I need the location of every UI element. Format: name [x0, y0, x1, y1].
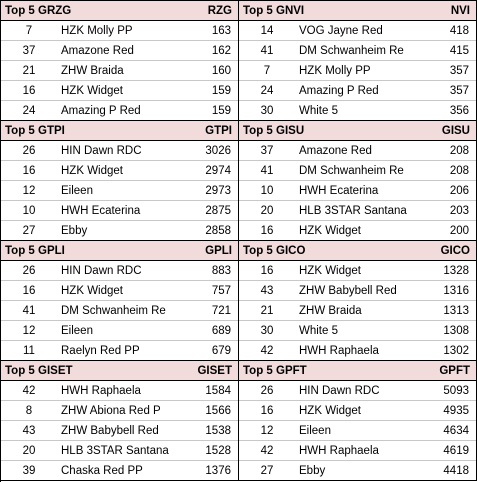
value-cell: 2858 [205, 224, 231, 237]
table-row [239, 281, 476, 301]
table-row [239, 261, 476, 281]
name-cell: ZHW Abiona Red P [61, 404, 161, 417]
name-cell: ZHW Braida [61, 64, 124, 77]
name-cell: White 5 [299, 104, 338, 117]
rank-cell: 10 [22, 204, 36, 217]
value-cell: 418 [449, 24, 469, 37]
rank-cell: 30 [260, 104, 274, 117]
table-row [1, 181, 238, 201]
table-row [239, 441, 476, 461]
value-cell: 160 [211, 64, 231, 77]
section-title: Top 5 GPLI [5, 244, 65, 257]
rank-cell: 42 [22, 384, 36, 397]
value-cell: 357 [449, 64, 469, 77]
rank-cell: 21 [22, 64, 36, 77]
value-cell: 2974 [205, 164, 231, 177]
value-cell: 3026 [205, 144, 231, 157]
name-cell: HZK Widget [299, 224, 361, 237]
value-cell: 2973 [205, 184, 231, 197]
table-row [1, 421, 238, 441]
value-cell: 1328 [443, 264, 469, 277]
rank-cell: 14 [260, 24, 274, 37]
value-cell: 2875 [205, 204, 231, 217]
rank-cell: 30 [260, 324, 274, 337]
section-header [239, 121, 476, 141]
name-cell: HLB 3STAR Santana [61, 444, 169, 457]
table-row [1, 61, 238, 81]
rank-cell: 42 [260, 344, 274, 357]
name-cell: HZK Widget [61, 284, 123, 297]
table-row [1, 101, 238, 120]
value-cell: 4418 [443, 464, 469, 477]
rank-cell: 27 [260, 464, 274, 477]
table-row [1, 281, 238, 301]
rank-cell: 24 [22, 104, 36, 117]
value-cell: 1528 [205, 444, 231, 457]
table-row [1, 301, 238, 321]
value-cell: 159 [211, 84, 231, 97]
name-cell: HZK Widget [61, 164, 123, 177]
rank-cell: 21 [260, 304, 274, 317]
section-gpft [239, 361, 477, 481]
table-row [1, 81, 238, 101]
table-row [1, 321, 238, 341]
name-cell: DM Schwanheim Re [299, 164, 404, 177]
value-cell: 4619 [443, 444, 469, 457]
rank-cell: 43 [260, 284, 274, 297]
table-row [239, 321, 476, 341]
name-cell: HZK Widget [299, 404, 361, 417]
rank-cell: 37 [260, 144, 274, 157]
name-cell: Amazone Red [61, 44, 134, 57]
name-cell: Amazone Red [299, 144, 372, 157]
section-title: Top 5 GRZG [5, 4, 72, 17]
rank-cell: 26 [22, 264, 36, 277]
rank-cell: 16 [260, 404, 274, 417]
table-row [239, 201, 476, 221]
value-cell: 1566 [205, 404, 231, 417]
name-cell: Eileen [61, 324, 93, 337]
section-code: GISET [197, 364, 232, 377]
value-cell: 5093 [443, 384, 469, 397]
rank-cell: 24 [260, 84, 274, 97]
section-title: Top 5 GTPI [5, 124, 65, 137]
value-cell: 415 [449, 44, 469, 57]
name-cell: ZHW Babybell Red [61, 424, 159, 437]
section-header [239, 1, 476, 21]
value-cell: 1584 [205, 384, 231, 397]
rank-cell: 16 [22, 164, 36, 177]
section-header [239, 361, 476, 381]
name-cell: HIN Dawn RDC [61, 144, 142, 157]
table-row [1, 341, 238, 360]
value-cell: 1313 [443, 304, 469, 317]
name-cell: HWH Raphaela [61, 384, 141, 397]
name-cell: HWH Ecaterina [61, 204, 141, 217]
name-cell: Chaska Red PP [61, 464, 143, 477]
value-cell: 1538 [205, 424, 231, 437]
name-cell: HWH Raphaela [299, 444, 379, 457]
value-cell: 679 [211, 344, 231, 357]
value-cell: 162 [211, 44, 231, 57]
section-gpli [1, 241, 239, 361]
table-row [1, 221, 238, 240]
rank-cell: 43 [22, 424, 36, 437]
rank-cell: 26 [260, 384, 274, 397]
table-row [239, 181, 476, 201]
rank-cell: 16 [22, 284, 36, 297]
table-row [239, 161, 476, 181]
section-code: GPLI [205, 244, 232, 257]
table-row [1, 41, 238, 61]
name-cell: Ebby [299, 464, 326, 477]
value-cell: 159 [211, 104, 231, 117]
table-row [1, 381, 238, 401]
name-cell: HZK Molly PP [299, 64, 371, 77]
value-cell: 883 [211, 264, 231, 277]
section-title: Top 5 GPFT [243, 364, 307, 377]
value-cell: 721 [211, 304, 231, 317]
rank-cell: 39 [22, 464, 36, 477]
name-cell: Raelyn Red PP [61, 344, 140, 357]
rank-cell: 27 [22, 224, 36, 237]
name-cell: HZK Molly PP [61, 24, 133, 37]
rank-cell: 16 [22, 84, 36, 97]
name-cell: HZK Widget [299, 264, 361, 277]
rank-cell: 8 [25, 404, 33, 417]
table-row [239, 221, 476, 240]
name-cell: ZHW Babybell Red [299, 284, 397, 297]
value-cell: 1302 [443, 344, 469, 357]
section-header [1, 121, 238, 141]
rank-cell: 41 [260, 44, 274, 57]
name-cell: ZHW Braida [299, 304, 362, 317]
value-cell: 208 [449, 164, 469, 177]
section-title: Top 5 GNVI [243, 4, 305, 17]
value-cell: 206 [449, 184, 469, 197]
value-cell: 200 [449, 224, 469, 237]
rank-cell: 26 [22, 144, 36, 157]
rank-cell: 41 [22, 304, 36, 317]
section-header [1, 1, 238, 21]
table-row [1, 441, 238, 461]
name-cell: White 5 [299, 324, 338, 337]
table-row [1, 261, 238, 281]
value-cell: 163 [211, 24, 231, 37]
table-row [239, 141, 476, 161]
rank-cell: 20 [22, 444, 36, 457]
value-cell: 689 [211, 324, 231, 337]
section-code: GICO [440, 244, 470, 257]
rank-cell: 42 [260, 444, 274, 457]
table-row [239, 301, 476, 321]
section-gtpi [1, 121, 239, 241]
rank-cell: 12 [22, 184, 36, 197]
section-gisu [239, 121, 477, 241]
table-row [239, 101, 476, 120]
table-row [239, 421, 476, 441]
rank-cell: 12 [260, 424, 274, 437]
name-cell: Eileen [61, 184, 93, 197]
name-cell: HWH Raphaela [299, 344, 379, 357]
value-cell: 208 [449, 144, 469, 157]
table-row [239, 381, 476, 401]
name-cell: Eileen [299, 424, 331, 437]
name-cell: Ebby [61, 224, 88, 237]
table-row [239, 461, 476, 480]
section-header [1, 361, 238, 381]
name-cell: HIN Dawn RDC [299, 384, 380, 397]
section-header [1, 241, 238, 261]
section-code: NVI [450, 4, 470, 17]
table-row [1, 161, 238, 181]
section-title: Top 5 GISET [5, 364, 73, 377]
value-cell: 1376 [205, 464, 231, 477]
rank-cell: 10 [260, 184, 274, 197]
section-code: GTPI [205, 124, 232, 137]
table-row [1, 401, 238, 421]
name-cell: DM Schwanheim Re [299, 44, 404, 57]
name-cell: Amazing P Red [299, 84, 379, 97]
rank-cell: 12 [22, 324, 36, 337]
rank-cell: 37 [22, 44, 36, 57]
value-cell: 356 [449, 104, 469, 117]
name-cell: HZK Widget [61, 84, 123, 97]
table-row [239, 21, 476, 41]
table-row [1, 461, 238, 480]
rank-cell: 7 [25, 24, 33, 37]
rank-cell: 16 [260, 224, 274, 237]
rank-cell: 16 [260, 264, 274, 277]
table-row [1, 141, 238, 161]
rank-cell: 41 [260, 164, 274, 177]
section-gico [239, 241, 477, 361]
section-title: Top 5 GISU [243, 124, 305, 137]
name-cell: DM Schwanheim Re [61, 304, 166, 317]
name-cell: HIN Dawn RDC [61, 264, 142, 277]
section-gnvi [239, 1, 477, 121]
table-row [1, 21, 238, 41]
value-cell: 4634 [443, 424, 469, 437]
table-row [239, 81, 476, 101]
name-cell: Amazing P Red [61, 104, 141, 117]
table-row [239, 401, 476, 421]
rank-cell: 7 [263, 64, 271, 77]
rank-cell: 20 [260, 204, 274, 217]
rank-cell: 11 [23, 344, 35, 357]
table-row [239, 41, 476, 61]
section-title: Top 5 GICO [243, 244, 306, 257]
section-code: GPFT [439, 364, 470, 377]
section-grzg [1, 1, 239, 121]
value-cell: 203 [449, 204, 469, 217]
section-code: RZG [207, 4, 232, 17]
table-row [239, 341, 476, 360]
section-header [239, 241, 476, 261]
section-giset [1, 361, 239, 481]
table-row [1, 201, 238, 221]
value-cell: 757 [211, 284, 231, 297]
section-code: GISU [441, 124, 470, 137]
value-cell: 357 [449, 84, 469, 97]
table-row [239, 61, 476, 81]
name-cell: VOG Jayne Red [299, 24, 383, 37]
value-cell: 1308 [443, 324, 469, 337]
name-cell: HLB 3STAR Santana [299, 204, 407, 217]
value-cell: 1316 [443, 284, 469, 297]
value-cell: 4935 [443, 404, 469, 417]
name-cell: HWH Ecaterina [299, 184, 379, 197]
